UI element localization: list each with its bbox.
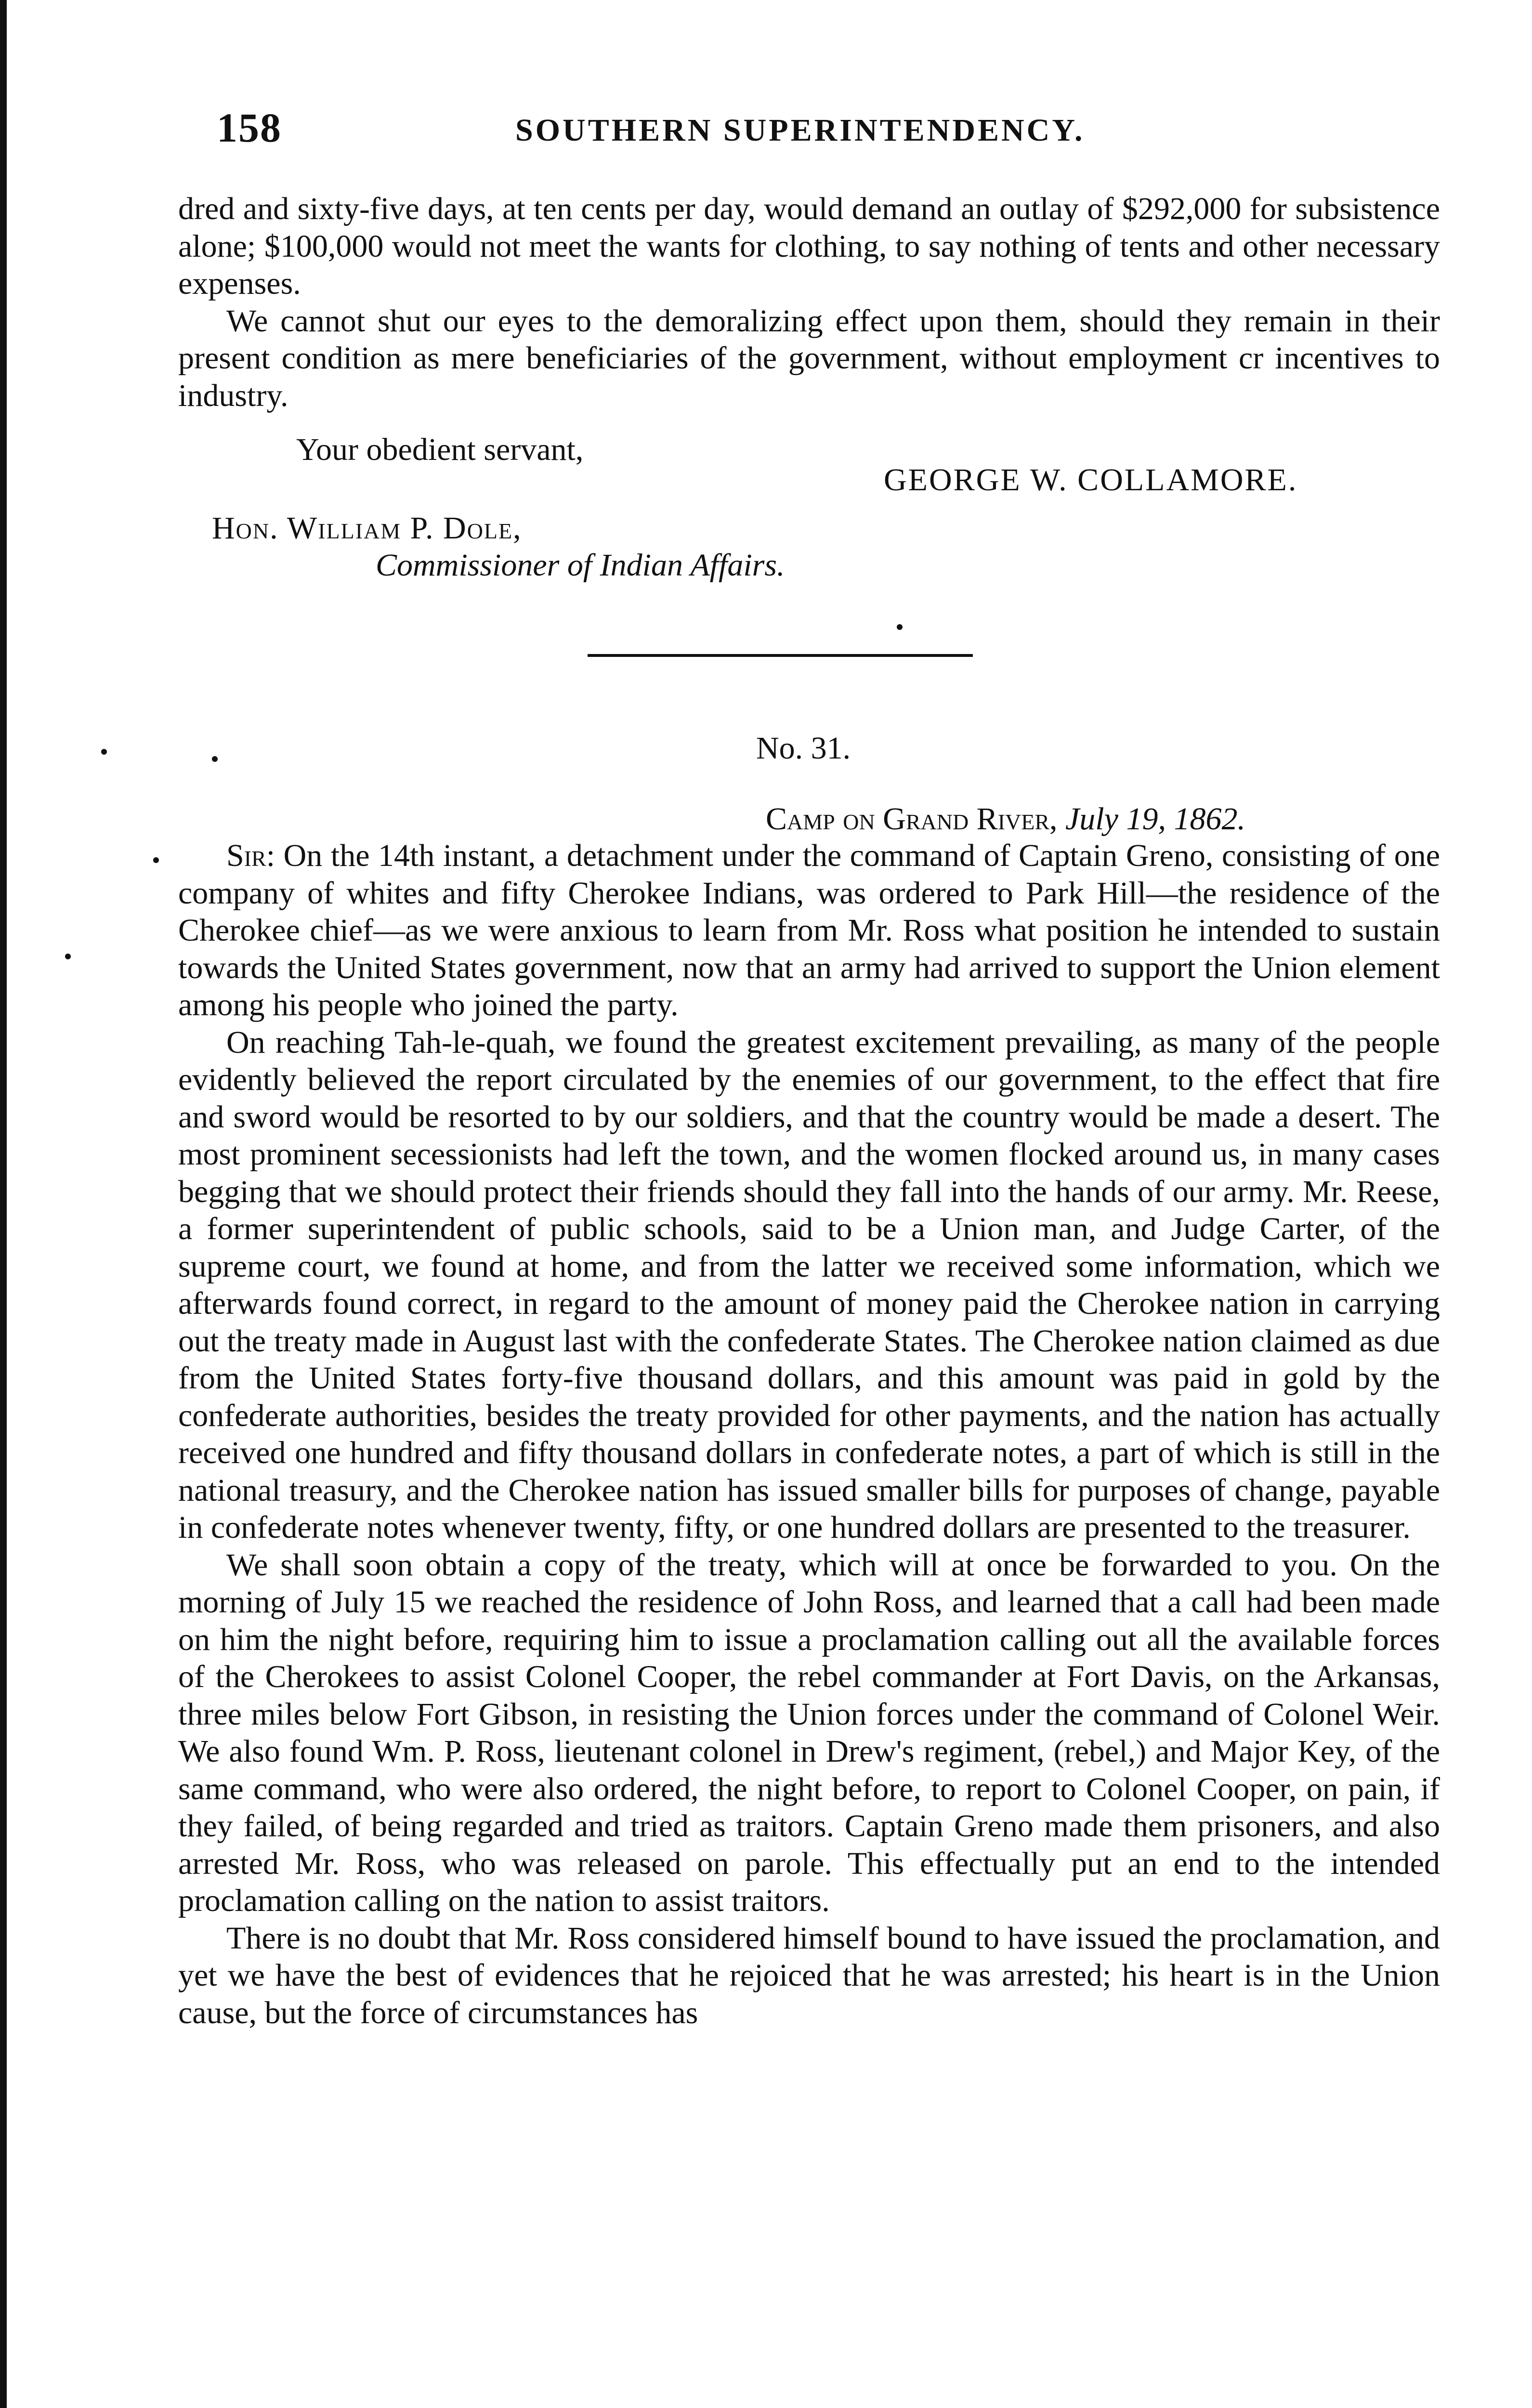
stray-dot	[65, 954, 71, 959]
stray-dot	[153, 857, 159, 863]
letter2-paragraph-1-text: On the 14th instant, a detachment under the command of Captain Greno, consisting of one company of whites and fifty Cherokee Indians, was ordered to Park Hill—the residence of the Cherokee chief—as we were anxious to learn from Mr. Ross what position he intended to sustain towards the United States government, now that an army had arrived to support the Union element among his people who joined the party.	[178, 838, 1440, 1022]
letter2-paragraph-2: On reaching Tah-le-quah, we found the greatest excitement prevailing, as many of the people evidently believed the report circulated by the enemies of our government, to the effect that fire and sword would be resorted to by our soldiers, and that the country would be made a desert. The most prominent secessionists had left the town, and the women flocked around us, in many cases begging that we should protect their friends should they fall into the hands of our army. Mr. Reese, a former superintendent of public schools, said to be a Union man, and Judge Carter, of the supreme court, we found at home, and from the latter we received some information, which we afterwards found correct, in regard to the amount of money paid the Cherokee nation in carrying out the treaty made in August last with the confederate States. The Cherokee nation claimed as due from the United States forty-five thousand dollars, and this amount was paid in gold by the confederate authorities, besides the treaty provided for other payments, and the nation has actually received one hundred and fifty thousand dollars in confederate notes, a part of which is still in the national treasury, and the Cherokee nation has issued smaller bills for purposes of change, payable in confederate notes whenever twenty, fifty, or one hundred dollars are presented to the treasurer.	[178, 1024, 1440, 1545]
letter1-paragraph-2: We cannot shut our eyes to the demoralizing effect upon them, should they remain in their present condition as mere beneficiaries of the government, without employment cr incentives to industry.	[178, 303, 1440, 413]
letter2-paragraph-3: We shall soon obtain a copy of the treaty, which will at once be forwarded to you. On the morning of July 15 we reached the residence of John Ross, and learned that a call had been made on him the night before, requiring him to issue a proclamation calling out all the available forces of the Cherokees to assist Colonel Cooper, the rebel commander at Fort Davis, on the Arkansas, three miles below Fort Gibson, in resisting the Union forces under the command of Colonel Weir. We also found Wm. P. Ross, lieutenant colonel in Drew's regiment, (rebel,) and Major Key, of the same command, who were also ordered, the night before, to report to Colonel Cooper, on pain, if they failed, of being regarded and tried as traitors. Captain Greno made them prisoners, and also arrested Mr. Ross, who was released on parole. This effectually put an end to the intended proclamation calling on the nation to assist traitors.	[178, 1547, 1440, 1918]
letter2-number: No. 31.	[756, 731, 851, 766]
letter2-dateline	[766, 800, 1245, 838]
stray-dot	[212, 756, 218, 762]
letter1-paragraph-1: dred and sixty-five days, at ten cents per day, would demand an outlay of $292,000 for subsistence alone; $100,000 would not meet the wants for clothing, to say nothing of tents and other necessary expenses.	[178, 191, 1440, 301]
letter1-addressee-title: Commissioner of Indian Affairs.	[376, 548, 785, 583]
letter2-place: Camp on Grand River,	[766, 801, 1058, 837]
scan-left-edge	[0, 0, 7, 2408]
letter1-body	[178, 190, 1440, 414]
letter1-signature: GEORGE W. COLLAMORE.	[884, 462, 1298, 497]
letter2-salutation: Sir:	[226, 838, 275, 873]
letter1-addressee-name: Hon. William P. Dole,	[212, 510, 522, 546]
letter2-date: July 19, 1862.	[1065, 801, 1245, 837]
running-head: SOUTHERN SUPERINTENDENCY.	[515, 113, 1085, 148]
page-header	[217, 104, 1445, 161]
letter2-body	[178, 837, 1440, 2031]
section-divider	[588, 654, 973, 657]
letter2-paragraph-4: There is no doubt that Mr. Ross considered himself bound to have issued the proclamation, and yet we have the best of evidences that he rejoiced that he was arrested; his heart is in the Union cause, but the force of circumstances has	[178, 1920, 1440, 2030]
stray-dot	[101, 749, 107, 755]
letter1-closing: Your obedient servant,	[296, 432, 584, 467]
page-number: 158	[217, 105, 282, 151]
stray-dot	[897, 624, 903, 630]
letter2-paragraph-1	[178, 837, 1440, 1024]
